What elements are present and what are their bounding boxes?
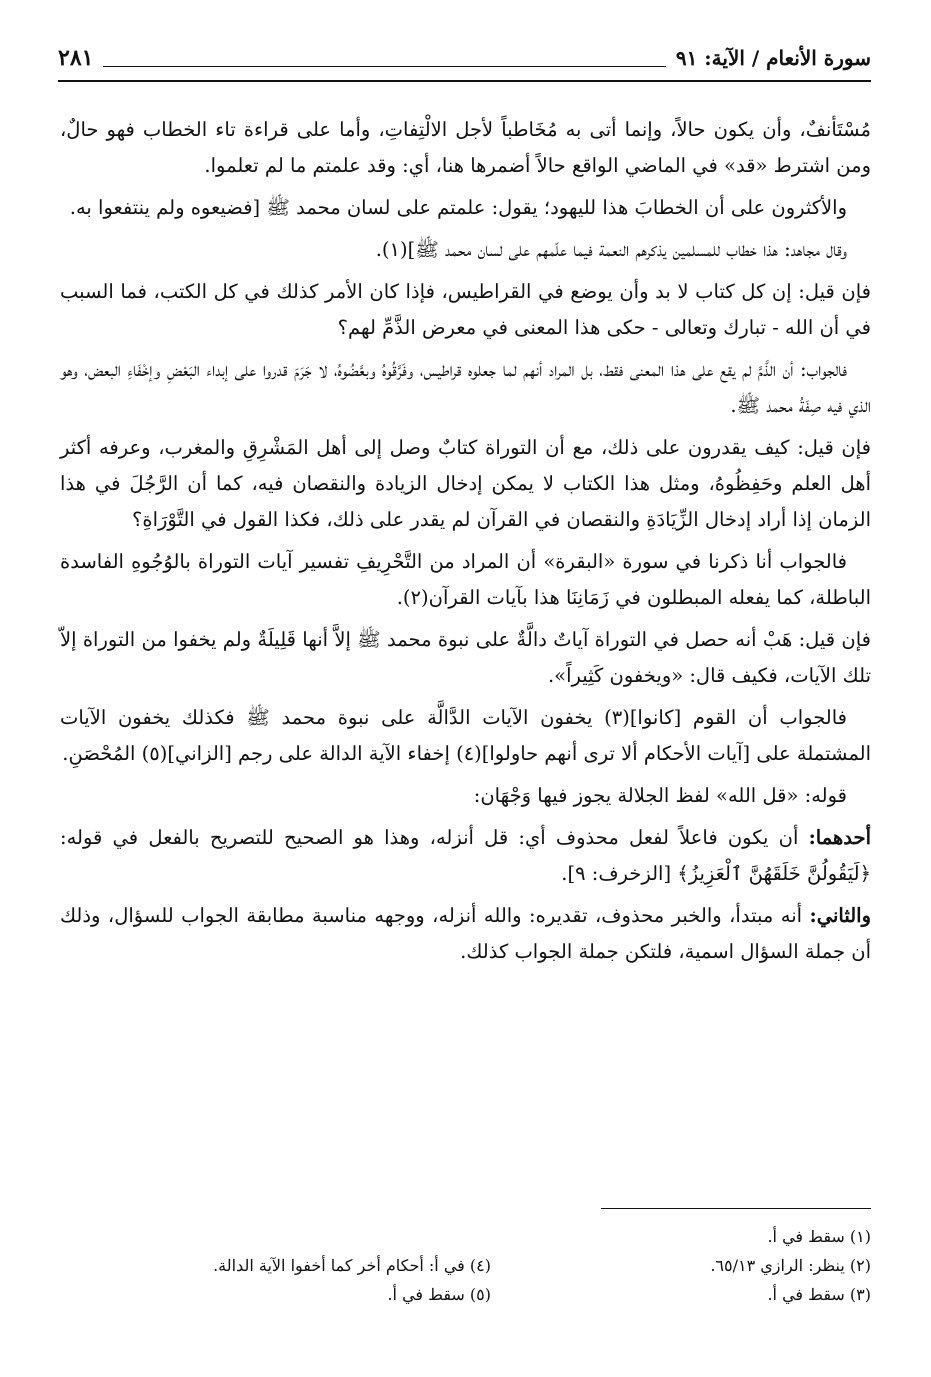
paragraph: فإن قيل: إن كل كتاب لا بد وأن يوضع في القراطيس، فإذا كان الأمر كذلك في كل الكتب، فما السبب في أن الله - تبارك وتعالى - حكى هذا المعنى في معرض الذَّمِّ لهم؟ [60,280,871,339]
paragraph: فالجواب أن القوم [كانوا](٣) يخفون الآيات الدَّالَّة على نبوة محمد ﷺ فكذلك يخفون الآيات المشتملة على [آيات الأحكام ألا ترى أنهم حاولوا](٤) إخفاء الآية الدالة على رجم [الزاني](٥) المُحْصَنِ. [60,706,871,765]
footnote-separator [601,1208,871,1209]
footnote: (٢) ينظر: الرازي ٦٥/١٣. [710,1256,871,1275]
body-text [60,112,871,976]
header-title: سورة الأنعام / الآية: ٩١ [675,46,871,70]
paragraph [60,820,871,892]
footnote-row [60,1251,871,1280]
paragraph: والأكثرون على أن الخطابَ هذا لليهود؛ يقول: علمتم على لسان محمد ﷺ [فضيعوه ولم ينتفعوا به. [69,196,847,219]
paragraph: فالجواب: أن الذَّمَّ لم يقع على هذا المعنى فقط، بل المراد أنهم لما جعلوه قراطيس، وفَرَّقُوهُ وبعَّضُوهُ، لا جَرَمَ قدروا على إبداء البَعْضِ وإخْفَاءِ البعض، وهو الذي فيه صِفَةُ محمد ﷺ. [60,358,871,417]
header-divider [58,80,871,82]
paragraph: فإن قيل: كيف يقدرون على ذلك، مع أن التوراة كتابٌ وصل إلى أهل المَشْرِقِ والمغرب، وعرفه أكثر أهل العلم وحَفِظُوهُ، ومثل هذا الكتاب لا يمكن إدخال الزيادة والنقصان فيه، كما أن الرَّجُلَ في هذا الزمان إذا أراد إدخال الزِّيَادَةِ والنقصان في القرآن لم يقدر على ذلك، فكذا القول في التَّوْرَاةِ؟ [60,436,871,531]
footnote: (٥) سقط في أ. [387,1285,491,1304]
running-header [58,38,871,78]
paragraph-lead: أحدهما: [808,826,871,849]
footnote: (٤) في أ: أحكام أخر كما أخفوا الآية الدالة. [213,1256,491,1275]
footnote: (١) سقط في أ. [767,1227,871,1246]
page-number: ٢٨١ [58,45,94,71]
paragraph-text: أنه مبتدأ، والخبر محذوف، تقديره: والله أنزله، ووجهه مناسبة مطابقة الجواب للسؤال، وذلك أن جملة السؤال اسمية، فلتكن جملة الجواب كذلك. [60,904,871,963]
paragraph: فالجواب أنا ذكرنا في سورة «البقرة» أن المراد من التَّحْرِيفِ تفسير آيات التوراة بالوُجُوهِ الفاسدة الباطلة، كما يفعله المبطلون في زَمَانِنَا هذا بآيات القرآن(٢). [60,550,871,609]
paragraph: قوله: «قل الله» لفظ الجلالة يجوز فيها وَجْهَان: [473,784,847,807]
paragraph: فإن قيل: هَبْ أنه حصل في التوراة آياتٌ دالَّةٌ على نبوة محمد ﷺ إلاَّ أنها قَلِيلَةٌ ولم يخفوا من التوراة إلاّ تلك الآيات، فكيف قال: «ويخفون كَثِيراً». [60,628,871,687]
paragraph [60,898,871,970]
footnote [60,1222,491,1251]
footnote-row [60,1280,871,1309]
header-line [103,38,665,78]
paragraph: مُسْتَأنفٌ، وأن يكون حالاً، وإنما أتى به مُخَاطباً لأجل الالْتِفاتِ، وأما على قراءة تاء الخطاب فهو حالٌ، ومن اشترط «قد» في الماضي الواقع حالاً أضمرها هنا، أي: وقد علمتم ما لم تعلموا. [60,118,871,177]
footnotes [60,1222,871,1309]
paragraph: وقال مجاهد: هذا خطاب للمسلمين يذكرهم النعمة فيما علّمهم على لسان محمد ﷺ](١). [375,238,847,261]
footnote: (٣) سقط في أ. [767,1285,871,1304]
footnote-row [60,1222,871,1251]
paragraph-text: أن يكون فاعلاً لفعل محذوف أي: قل أنزله، وهذا هو الصحيح للتصريح بالفعل في قوله: ﴿لَيَقُولُنَّ خَلَقَهُنَّ ٱلْعَزِيزُ﴾ [الزخرف: ٩]. [60,826,871,885]
paragraph-lead: والثاني: [809,904,871,927]
